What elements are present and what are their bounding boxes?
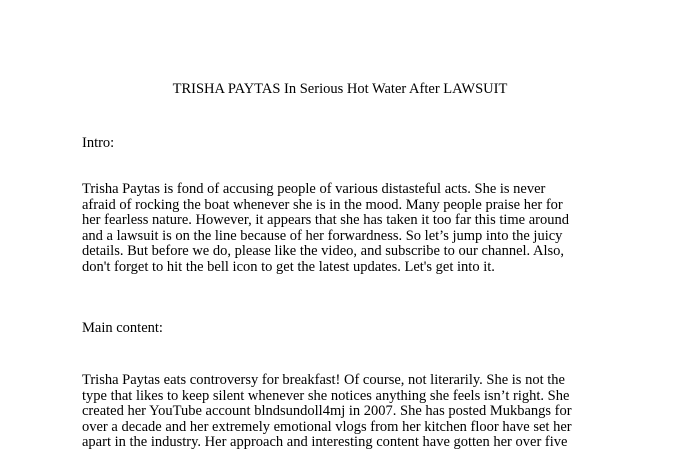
paragraph-line: her fearless nature. However, it appears that she has taken it too far this time around bbox=[82, 212, 570, 228]
paragraph-line: details. But before we do, please like the video, and subscribe to our channel. Also, bbox=[82, 243, 564, 259]
paragraph-line: Trisha Paytas eats controversy for breakfast! Of course, not literarily. She is not the bbox=[82, 372, 565, 388]
paragraph-line: afraid of rocking the boat whenever she is in the mood. Many people praise her for bbox=[82, 196, 563, 213]
paragraph-line: created her YouTube account blndsundoll4mj in 2007. She has posted Mukbangs for bbox=[82, 403, 572, 419]
main-content-paragraph bbox=[82, 373, 622, 451]
main-content-heading: Main content: bbox=[82, 320, 163, 336]
intro-heading: Intro: bbox=[82, 135, 115, 151]
paragraph-line: Trisha Paytas is fond of accusing people of various distasteful acts. She is never bbox=[82, 181, 546, 197]
document-title: TRISHA PAYTAS In Serious Hot Water After LAWSUIT bbox=[172, 81, 508, 97]
paragraph-line: type that likes to keep silent whenever she notices anything she feels isn’t right. She bbox=[82, 387, 570, 404]
paragraph-line: apart in the industry. Her approach and interesting content have gotten her over five bbox=[82, 434, 568, 450]
intro-paragraph bbox=[82, 182, 622, 275]
paragraph-line: over a decade and her extremely emotional vlogs from her kitchen floor have set her bbox=[82, 418, 572, 435]
paragraph-line: don't forget to hit the bell icon to get the latest updates. Let's get into it. bbox=[82, 258, 495, 275]
paragraph-line: and a lawsuit is on the line because of her forwardness. So let’s jump into the juicy bbox=[82, 227, 563, 244]
